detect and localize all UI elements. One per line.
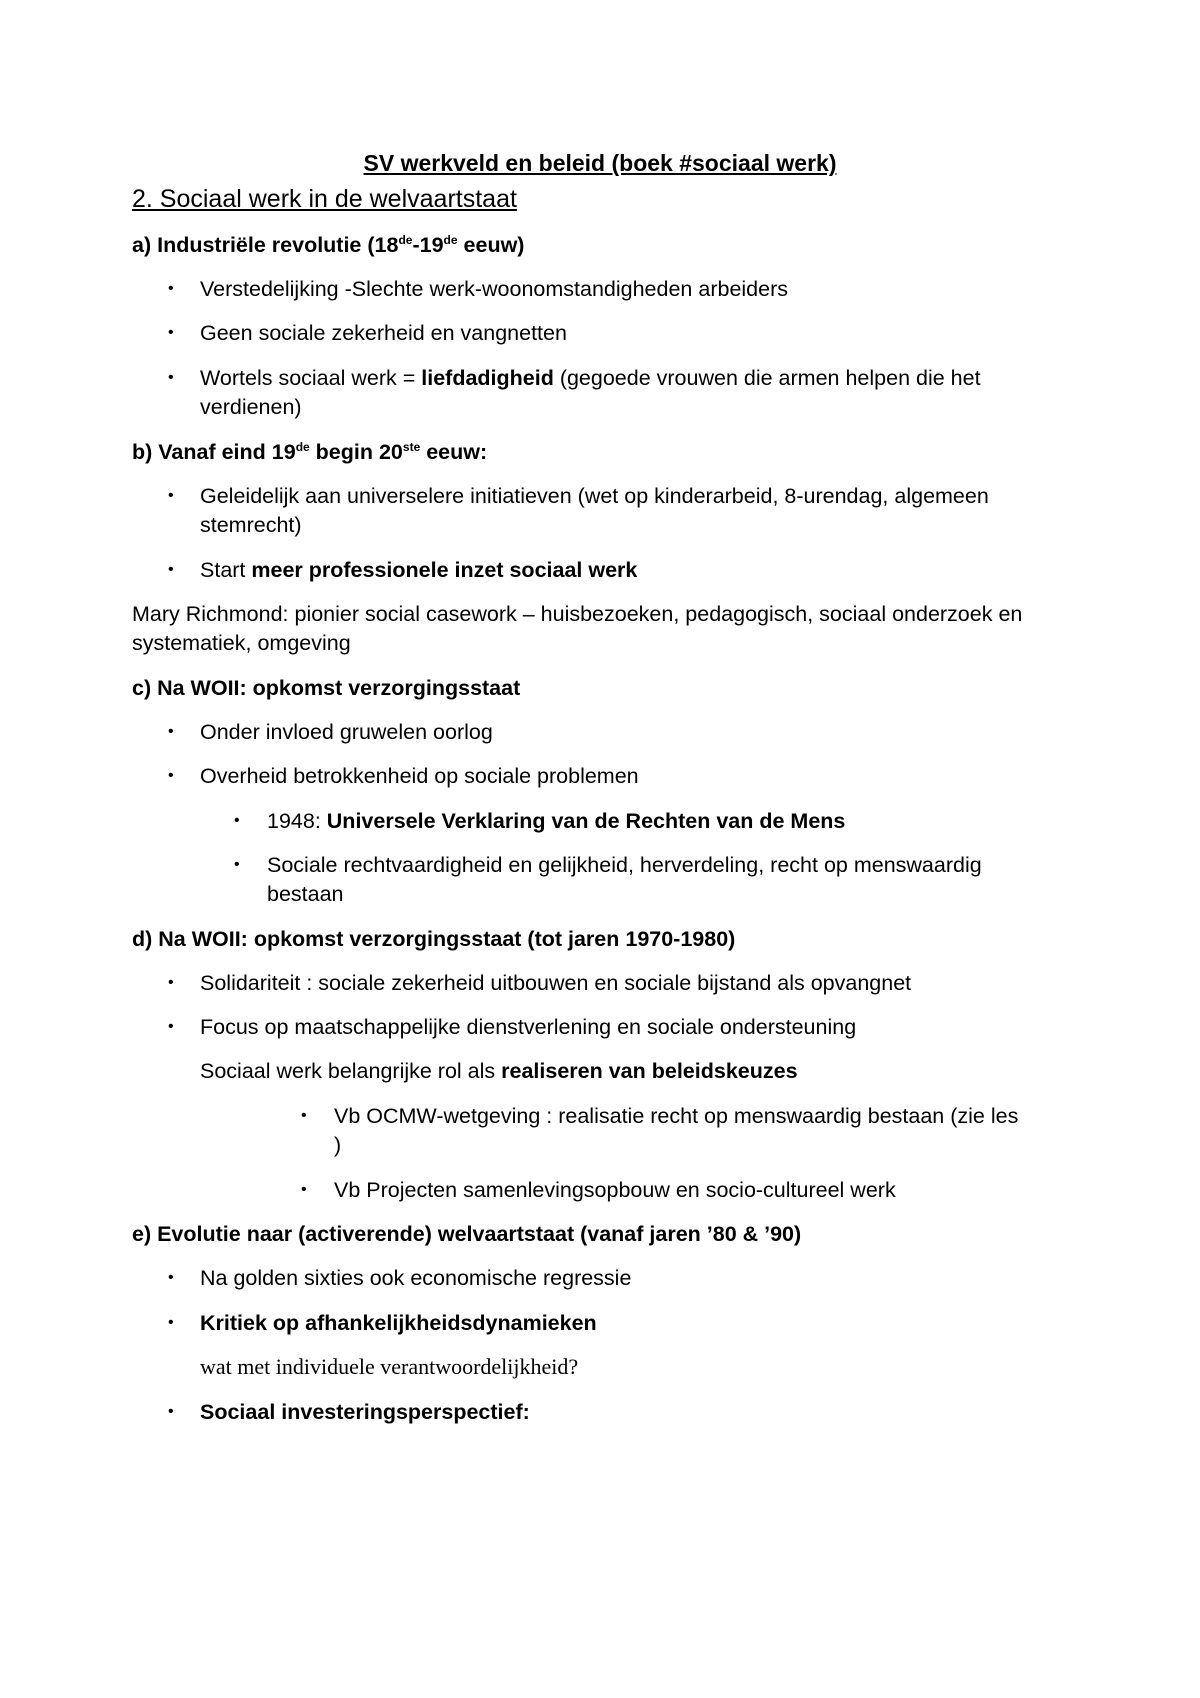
section-d-subitem-2: Vb Projecten samenlevingsopbouw en socio-cultureel werk [334,1178,896,1202]
chapter-heading: 2. Sociaal werk in de welvaartstaat [132,185,517,213]
section-d-subitem-1-continued: ) [334,1133,342,1157]
bullet-icon: • [168,487,174,504]
mary-richmond-paragraph-continued: systematiek, omgeving [132,631,351,655]
bullet-icon: • [168,1403,174,1420]
section-c-subitem-2-continued: bestaan [267,882,344,906]
bullet-icon: • [168,280,174,297]
section-d-item-2: Focus op maatschappelijke dienstverlening en sociale ondersteuning [200,1015,857,1039]
section-a-item-3-continued: verdienen) [200,395,302,419]
bullet-icon: • [168,1018,174,1035]
bullet-icon: • [234,856,240,873]
section-e-item-1: Na golden sixties ook economische regressie [200,1266,632,1290]
bullet-icon: • [168,723,174,740]
bullet-icon: • [168,1314,174,1331]
mary-richmond-paragraph: Mary Richmond: pionier social casework – huisbezoeken, pedagogisch, sociaal onderzoek en [132,602,1023,626]
section-d-item-1: Solidariteit : sociale zekerheid uitbouwen en sociale bijstand als opvangnet [200,971,912,995]
section-e-item-3: Sociaal investeringsperspectief: [200,1400,530,1424]
section-e-heading: e) Evolutie naar (activerende) welvaartstaat (vanaf jaren ’80 & ’90) [132,1222,802,1246]
bullet-icon: • [168,369,174,386]
section-a-item-2: Geen sociale zekerheid en vangnetten [200,321,567,345]
bullet-icon: • [168,767,174,784]
section-c-subitem-2: Sociale rechtvaardigheid en gelijkheid, herverdeling, recht op menswaardig [267,853,982,877]
section-e-item-2: Kritiek op afhankelijkheidsdynamieken [200,1311,597,1335]
section-a-item-1: Verstedelijking -Slechte werk-woonomstandigheden arbeiders [200,277,788,301]
section-b-item-1-continued: stemrecht) [200,513,302,537]
section-b-item-1: Geleidelijk aan universelere initiatieven (wet op kinderarbeid, 8-urendag, algemeen [200,484,989,508]
section-d-paragraph: Sociaal werk belangrijke rol als realiseren van beleidskeuzes [200,1059,798,1083]
bullet-icon: • [301,1181,307,1198]
section-d-heading: d) Na WOII: opkomst verzorgingsstaat (tot jaren 1970-1980) [132,927,736,951]
section-c-heading: c) Na WOII: opkomst verzorgingsstaat [132,676,521,700]
bullet-icon: • [234,812,240,829]
bullet-icon: • [168,1269,174,1286]
section-d-subitem-1: Vb OCMW-wetgeving : realisatie recht op menswaardig bestaan (zie les [334,1104,1019,1128]
section-a-heading: a) Industriële revolutie (18de-19de eeuw) [132,232,525,257]
section-a-item-3: Wortels sociaal werk = liefdadigheid (gegoede vrouwen die armen helpen die het [200,366,981,390]
bullet-icon: • [301,1107,307,1124]
section-b-item-2: Start meer professionele inzet sociaal werk [200,558,638,582]
section-e-paragraph: wat met individuele verantwoordelijkheid? [200,1354,579,1379]
document-title: SV werkveld en beleid (boek #sociaal werk) [363,150,837,176]
section-b-heading: b) Vanaf eind 19de begin 20ste eeuw: [132,439,488,464]
bullet-icon: • [168,324,174,341]
section-c-subitem-1: 1948: Universele Verklaring van de Rechten van de Mens [267,809,846,833]
bullet-icon: • [168,974,174,991]
bullet-icon: • [168,561,174,578]
section-c-item-2: Overheid betrokkenheid op sociale problemen [200,764,639,788]
section-c-item-1: Onder invloed gruwelen oorlog [200,720,493,744]
